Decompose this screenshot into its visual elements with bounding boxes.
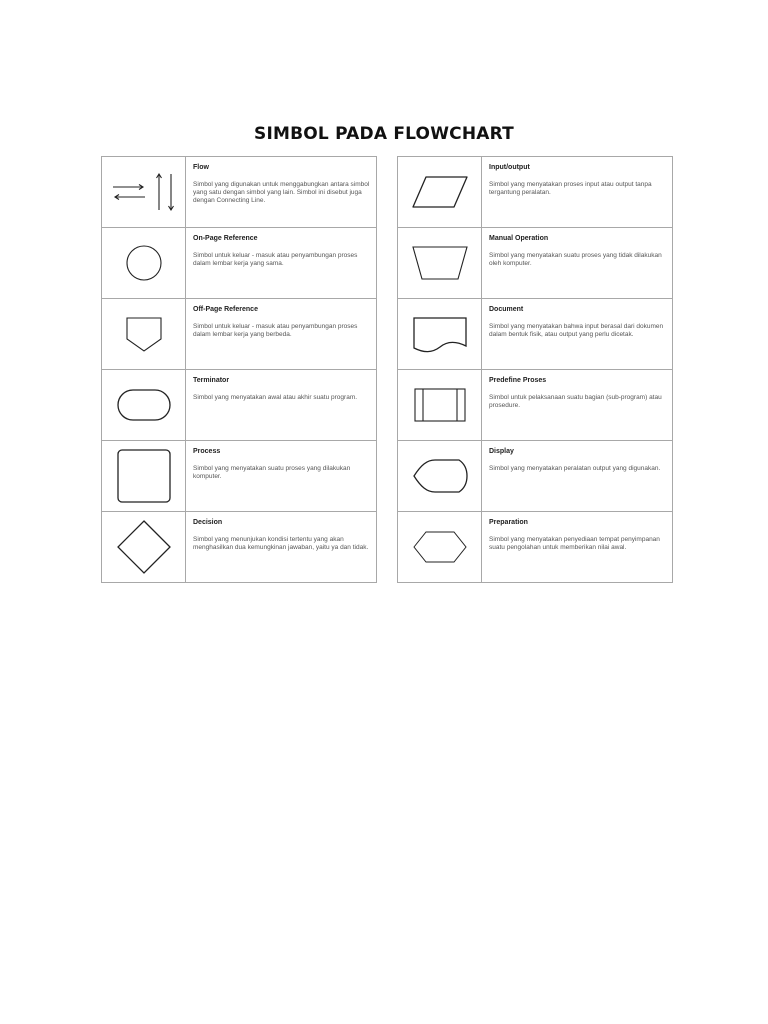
table-row (102, 370, 377, 441)
symbol-name: Display (489, 448, 514, 455)
symbol-name: On-Page Reference (193, 235, 258, 242)
text-cell (482, 157, 673, 228)
symbol-name: Terminator (193, 377, 230, 384)
symbol-table-right (397, 156, 673, 583)
text-cell (186, 441, 377, 512)
symbol-description: Simbol untuk pelaksanaan suatu bagian (sub-program) atau prosedure. (489, 394, 662, 409)
symbol-description: Simbol yang menyatakan awal atau akhir suatu program. (193, 394, 358, 401)
terminator-icon (115, 385, 173, 425)
table-row (398, 512, 673, 583)
icon-cell (398, 228, 482, 299)
circle-icon (124, 243, 164, 283)
symbol-description: Simbol yang menunjukan kondisi tertentu yang akan menghasilkan dua kemungkinan jawaban, yaitu ya dan tidak. (193, 536, 369, 551)
trapezoid-icon (410, 243, 470, 283)
symbol-description: Simbol yang menyatakan suatu proses yang tidak dilakukan oleh komputer. (489, 252, 662, 267)
symbol-name: Process (193, 448, 221, 455)
text-cell (186, 157, 377, 228)
icon-cell (398, 512, 482, 583)
symbol-name: Manual Operation (489, 235, 549, 242)
page-title: SIMBOL PADA FLOWCHART (254, 124, 514, 144)
parallelogram-icon (410, 172, 470, 212)
text-cell (186, 228, 377, 299)
icon-cell (102, 157, 186, 228)
flow-arrows-icon (109, 170, 179, 214)
icon-cell (398, 370, 482, 441)
icon-cell (398, 441, 482, 512)
symbol-description: Simbol untuk keluar - masuk atau penyambungan proses dalam lembar kerja yang sama. (193, 252, 358, 267)
text-cell (186, 299, 377, 370)
symbol-description: Simbol yang menyatakan penyediaan tempat penyimpanan suatu pengolahan untuk memberikan nilai awal. (489, 536, 660, 551)
icon-cell (102, 441, 186, 512)
table-row (398, 228, 673, 299)
hexagon-icon (411, 527, 469, 567)
decision-icon (116, 519, 172, 575)
text-cell (482, 512, 673, 583)
symbol-description: Simbol yang digunakan untuk menggabungkan antara simbol yang satu dengan simbol yang lain. Simbol ini disebut juga dengan Connecting Line. (193, 181, 370, 204)
table-row (398, 299, 673, 370)
symbol-table-left (101, 156, 377, 583)
table-row (398, 441, 673, 512)
symbol-name: Preparation (489, 519, 528, 526)
text-cell (186, 370, 377, 441)
symbol-name: Flow (193, 164, 209, 171)
process-icon (115, 447, 173, 505)
symbol-description: Simbol yang menyatakan bahwa input berasal dari dokumen dalam bentuk fisik, atau output yang perlu dicetak. (489, 323, 664, 338)
icon-cell (102, 228, 186, 299)
table-row (102, 299, 377, 370)
table-row (102, 512, 377, 583)
predefined-process-icon (412, 385, 468, 425)
text-cell (482, 441, 673, 512)
text-cell (482, 299, 673, 370)
pentagon-icon (124, 314, 164, 354)
icon-cell (102, 299, 186, 370)
icon-cell (398, 299, 482, 370)
table-row (398, 370, 673, 441)
icon-cell (102, 370, 186, 441)
table-row (102, 441, 377, 512)
symbol-name: Document (489, 306, 524, 313)
symbol-description: Simbol untuk keluar - masuk atau penyambungan proses dalam lembar kerja yang berbeda. (193, 323, 358, 338)
symbol-description: Simbol yang menyatakan suatu proses yang dilakukan komputer. (193, 465, 351, 480)
symbol-name: Input/output (489, 164, 530, 171)
text-cell (482, 228, 673, 299)
table-row (102, 157, 377, 228)
display-icon (411, 455, 469, 497)
symbol-description: Simbol yang menyatakan peralatan output yang digunakan. (489, 465, 661, 472)
table-row (102, 228, 377, 299)
symbol-name: Predefine Proses (489, 377, 547, 384)
symbol-name: Decision (193, 519, 223, 526)
icon-cell (102, 512, 186, 583)
text-cell (186, 512, 377, 583)
text-cell (482, 370, 673, 441)
symbol-description: Simbol yang menyatakan proses input atau output tanpa tergantung peralatan. (489, 181, 652, 196)
table-row (398, 157, 673, 228)
symbol-name: Off-Page Reference (193, 306, 258, 313)
icon-cell (398, 157, 482, 228)
document-icon (410, 313, 470, 355)
